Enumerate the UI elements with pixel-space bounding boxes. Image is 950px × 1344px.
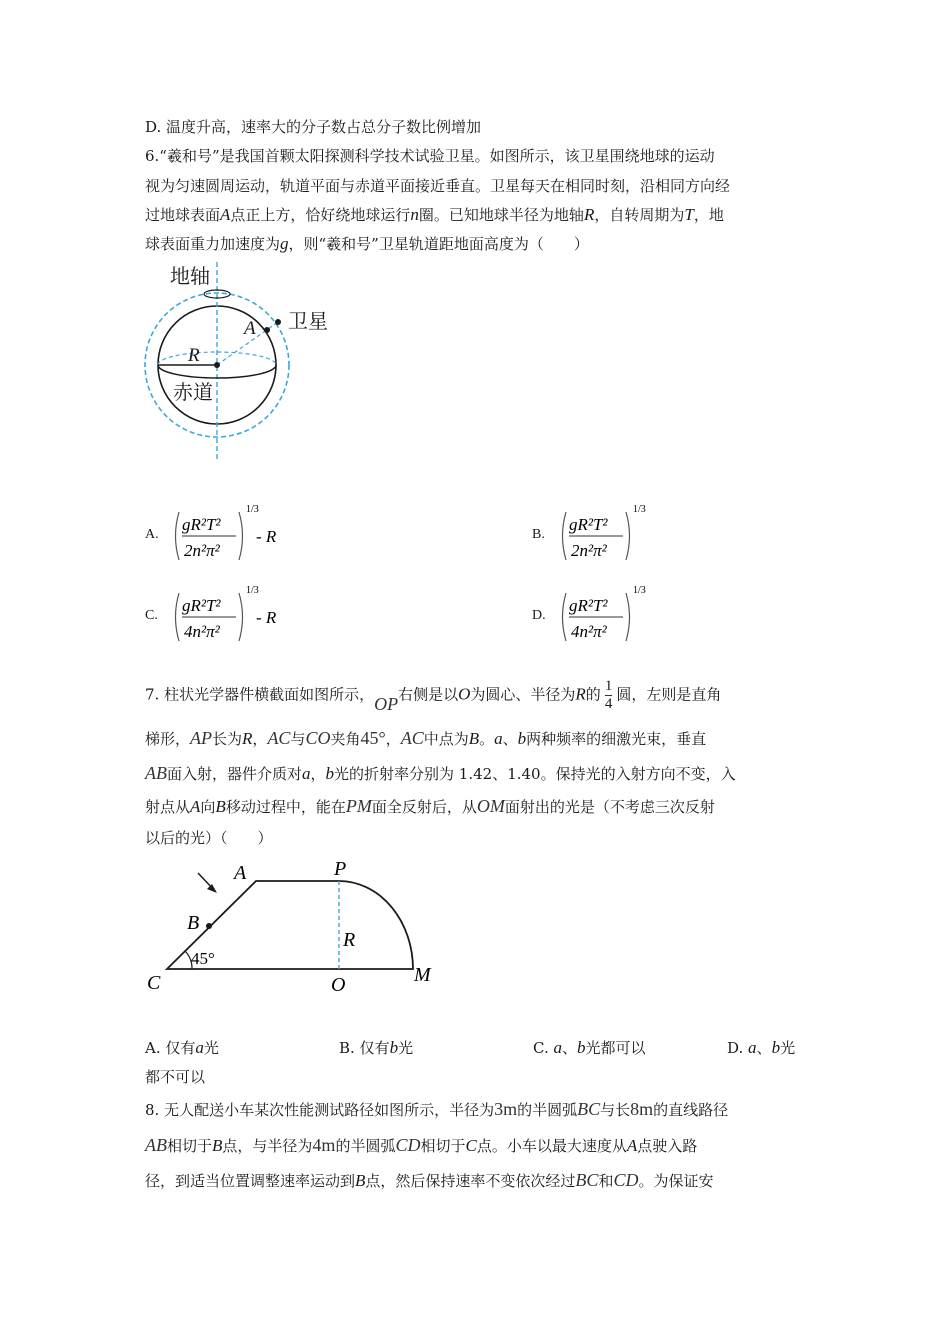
option-b-formula (557, 500, 687, 572)
earth-center (214, 362, 220, 368)
q7-option-b[interactable]: B. 仅有b光 (339, 1038, 414, 1057)
radius-label: R (188, 345, 200, 366)
q7-line-5: 以后的光）（ ） (145, 829, 273, 847)
q6-line-1: 6.“羲和号”是我国首颗太阳探测科学技术试验卫星。如图所示，该卫星围绕地球的运动 (145, 147, 715, 165)
option-d-formula (557, 581, 687, 653)
q7-line-4: 射点从A向B移动过程中，能在PM面全反射后，从OM面射出的光是（不考虑三次反射 (145, 796, 715, 816)
prev-option-d: D. 温度升高，速率大的分子数占总分子数比例增加 (145, 118, 482, 136)
svg-text:4n²π²: 4n²π² (571, 622, 607, 641)
q6-line-3: 过地球表面A点正上方，恰好绕地球运行n圈。已知地球半径为地轴R，自转周期为T，地 (145, 205, 724, 224)
q7-line-2: 梯形，AP长为R，AC与CO夹角45°，AC中点为B。a、b两种频率的细激光束，垂直 (145, 728, 707, 748)
point-a (264, 327, 270, 333)
svg-text:2n²π²: 2n²π² (571, 541, 607, 560)
svg-text:gR²T²: gR²T² (182, 596, 221, 615)
option-a-formula (170, 500, 300, 572)
optical-device-figure (140, 855, 450, 1000)
q7-option-d[interactable]: D. a、b光 (727, 1038, 796, 1057)
svg-text:2n²π²: 2n²π² (184, 541, 220, 560)
q8-line-1: 8. 无人配送小车某次性能测试路径如图所示，半径为3m的半圆弧BC与长8m的直线路径 (145, 1099, 729, 1119)
label-a: A (234, 862, 247, 884)
svg-text:gR²T²: gR²T² (569, 596, 608, 615)
svg-text:gR²T²: gR²T² (182, 515, 221, 534)
label-m: M (414, 964, 431, 986)
point-a-label: A (244, 318, 256, 339)
svg-text:gR²T²: gR²T² (569, 515, 608, 534)
earth-satellite-figure (140, 262, 328, 462)
option-c-formula (170, 581, 300, 653)
label-p: P (334, 858, 347, 880)
q7-option-d-wrap: 都不可以 (145, 1068, 206, 1086)
axis-label: 地轴 (170, 264, 210, 288)
svg-text:1/3: 1/3 (633, 585, 646, 596)
q7-option-a[interactable]: A. 仅有a光 (145, 1038, 219, 1057)
q7-option-c[interactable]: C. a、b光都可以 (533, 1038, 646, 1057)
svg-text:4n²π²: 4n²π² (184, 622, 220, 641)
label-b: B (187, 912, 200, 934)
incident-arrow-icon (207, 884, 217, 893)
q7-line-1: 7. 柱状光学器件横截面如图所示，OP右侧是以O为圆心、半径为R的 $\frac{1}{4}$ 圆，左则是直角 (145, 678, 722, 714)
svg-text:1/3: 1/3 (246, 585, 259, 596)
label-r: R (343, 929, 356, 951)
satellite-dot (275, 319, 281, 325)
label-o: O (331, 974, 346, 996)
q8-line-2: AB相切于B点，与半径为4m的半圆弧CD相切于C点。小车以最大速度从A点驶入路 (145, 1135, 698, 1155)
q6-line-2: 视为匀速圆周运动，轨道平面与赤道平面接近垂直。卫星每天在相同时刻，沿相同方向经 (145, 177, 731, 195)
svg-text:- R: - R (256, 608, 277, 627)
q7-line-3: AB面入射，器件介质对a，b光的折射率分别为 1.42、1.40。保持光的入射方向不变，入 (145, 763, 736, 783)
point-b (206, 923, 212, 929)
label-c: C (147, 972, 161, 994)
label-angle: 45° (191, 949, 215, 968)
equator-label: 赤道 (173, 380, 213, 404)
svg-text:1/3: 1/3 (633, 504, 646, 515)
svg-text:1/3: 1/3 (246, 504, 259, 515)
satellite-label: 卫星 (288, 309, 328, 333)
q6-line-4: 球表面重力加速度为g，则“羲和号”卫星轨道距地面高度为（ ） (145, 234, 589, 253)
svg-text:- R: - R (256, 527, 277, 546)
q8-line-3: 径，到适当位置调整速率运动到B点，然后保持速率不变依次经过BC和CD。为保证安 (145, 1170, 714, 1190)
